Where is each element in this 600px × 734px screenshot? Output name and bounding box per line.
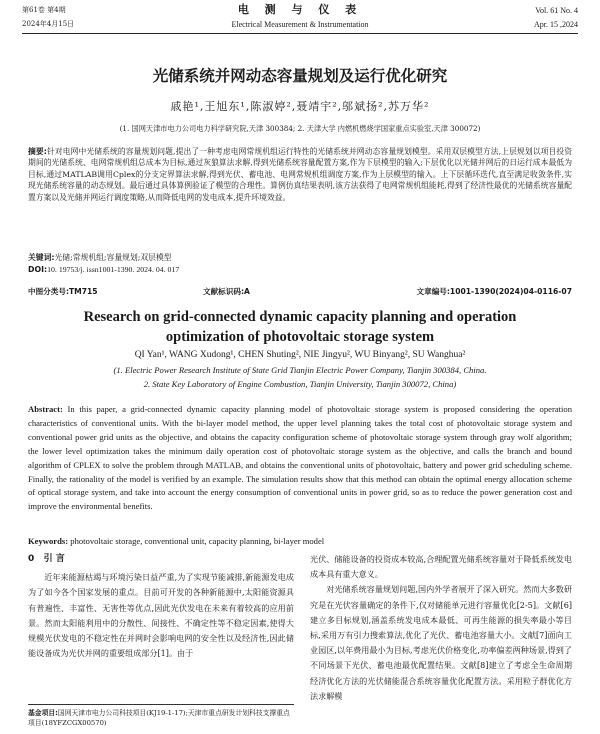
volume-cn: 第61卷 第4期 — [22, 6, 66, 14]
funding-text: 国网天津市电力公司科技项目(KJ19-1-17);天津市重点研发计划科技支撑重点项目(18YFZCGX00570) — [28, 709, 290, 727]
abstract-label-cn: 摘要: — [28, 147, 47, 156]
affiliation-cn: (1. 国网天津市电力公司电力科学研究院,天津 300384; 2. 天津大学 内燃机燃烧学国家重点实验室,天津 300072) — [119, 124, 481, 133]
funding-footnote — [28, 704, 294, 728]
section-heading — [28, 552, 294, 567]
keywords-label-en: Keywords: — [28, 536, 69, 546]
doi-line — [28, 264, 572, 275]
keywords-en — [28, 536, 572, 546]
volume-en: Vol. 61 No. 4 — [535, 6, 578, 15]
journal-name-en: Electrical Measurement & Instrumentation — [231, 20, 369, 29]
keywords-text-cn: 光储;常规机组;容量规划;双层模型 — [54, 253, 172, 262]
paper-title-en — [0, 307, 600, 347]
authors-en: QI Yan¹, WANG Xudong¹, CHEN Shuting², NIE Jingyu², WU Binyang², SU Wanghua² — [134, 350, 466, 360]
doi-value: 10. 19753/j. issn1001-1390. 2024. 04. 017 — [47, 265, 180, 274]
abstract-text-cn: 针对电网中光储系统的容量规划问题,提出了一种考虑电网常规机组运行特性的光储系统并网动态容量规划模型。采用双层模型方法,上层规划以项目投资期间的光储系统、电网常规机组总成本为目标,通过灰狼算法求解,得到光储系统容量配置方案,作为下层模型的输入;下层优化以光储并网后的日运行成本最低为目标,通过MATLAB调用Cplex的分支定界算法求解,得到光伏、蓄电池、电网常规机组调度方案,作为上层模型的输入。上下层循环迭代,直至满足收敛条件,实现光储系统容量的动态规划。最后通过具体算例验证了模型的合理性。算例仿真结果表明,该方法获得了电网常规机组能耗,得到了经济性最优的光储系统容量配置方案以及光储并网运行调度策略,从而降低电网的发电成本,提升环境效益。 — [28, 147, 573, 202]
intro-paragraph-2: 光伏、储能设备的投资成本较高,合理配置光储系统容量对于降低系统发电成本具有重大意义。 — [310, 554, 572, 580]
section-title: 引 言 — [43, 554, 65, 564]
body-left-column — [28, 552, 294, 661]
date-en: Apr. 15 ,2024 — [534, 20, 578, 29]
abstract-label-en: Abstract: — [28, 404, 63, 414]
abstract-en — [28, 403, 572, 514]
date-cn: 2024年4月15日 — [22, 20, 75, 28]
funding-label: 基金项目: — [28, 709, 58, 717]
keywords-label-cn: 关键词: — [28, 253, 55, 262]
doi-label: DOI: — [28, 265, 48, 274]
body-right-column — [310, 552, 572, 704]
paper-title-cn: 光储系统并网动态容量规划及运行优化研究 — [152, 67, 448, 85]
title-en-line2: optimization of photovoltaic storage system — [165, 329, 435, 345]
abstract-text-en: In this paper, a grid-connected dynamic capacity planning model of photovoltaic storage system is proposed considering the operation characteristics of conventional units. With the bi-layer model method, the upper level planning takes the total cost of photovoltaic storage system and conventional power grid units as the objective, and obtains the capacity configuration scheme of photovoltaic storage system through gray wolf algorithm; the lower level optimization takes the minimum daily operation cost of photovoltaic storage system as the objective, and calls the branch and bound algorithm of CPLEX to solve the problem through MATLAB, and obtains the conventional units of photovoltaic, battery and power grid scheduling scheme. Finally, the rationality of the model is verified by an example. The simulation results show that this method can obtain the optimal energy allocation scheme of optical storage system, and take into account the energy consumption of conventional units in power grid, so as to reduce the power generation cost and improve the environmental benefits. — [28, 404, 572, 512]
journal-name-cn: 电 测 与 仪 表 — [237, 3, 363, 16]
affiliation-en-2: 2. State Key Laboratory of Engine Combustion, Tianjin University, Tianjin 300072, China) — [143, 379, 457, 389]
keywords-cn — [28, 252, 572, 263]
abstract-cn — [28, 146, 572, 203]
document-code: 文献标识码:A — [203, 287, 250, 296]
title-en-line1: Research on grid-connected dynamic capacity planning and operation — [83, 309, 517, 325]
affiliation-en-1: (1. Electric Power Research Institute of State Grid Tianjin Electric Power Company, Tianjin 300384, China. — [113, 365, 487, 375]
section-number: 0 — [28, 554, 35, 564]
authors-cn: 戚艳¹,王旭东¹,陈淑婷²,聂靖宇²,邬斌扬²,苏万华² — [170, 100, 430, 113]
clc-number: 中图分类号:TM715 — [28, 287, 98, 296]
article-id: 文章编号:1001-1390(2024)04-0116-07 — [416, 287, 572, 296]
keywords-text-en: photovoltaic storage, conventional unit, capacity planning, bi-layer model — [70, 536, 325, 546]
header-rule — [22, 33, 578, 34]
intro-paragraph-1: 近年来能源枯竭与环境污染日益严重,为了实现节能减排,新能源发电成为了如今各个国家发展的重点。目前可开发的各种新能源中,太阳能资源具有普遍性、丰富性、无害性等优点,因此光伏发电在未来有着较高的应用前景。然而太阳能利用中的分散性、间接性、不确定性等不稳定因素,使得大规模光伏发电的不稳定性在并网时会影响电网的安全性以及经济性,因此储能设备成为光伏并网的重要组成部分[1]。由于 — [28, 572, 294, 659]
intro-paragraph-3: 对光储系统容量规划问题,国内外学者展开了深入研究。然而大多数研究是在光伏容量确定的条件下,仅对储能单元进行容量优化[2-5]。文献[6]建立多目标规划,涵盖系统发电成本最低、可再生能源的损失率最小等目标,采用万有引力搜索算法,优化了光伏、蓄电池容量大小。文献[7]面向工业园区,以年费用最小为目标,考虑光伏价格变化,功率偏差两种场景,得到了不同场景下光伏、蓄电池最优配置结果。文献[8]建立了考虑全生命周期经济优化方法的光伏储能混合系统容量优化配置方法。采用粒子群优化方法求解模 — [310, 584, 572, 701]
